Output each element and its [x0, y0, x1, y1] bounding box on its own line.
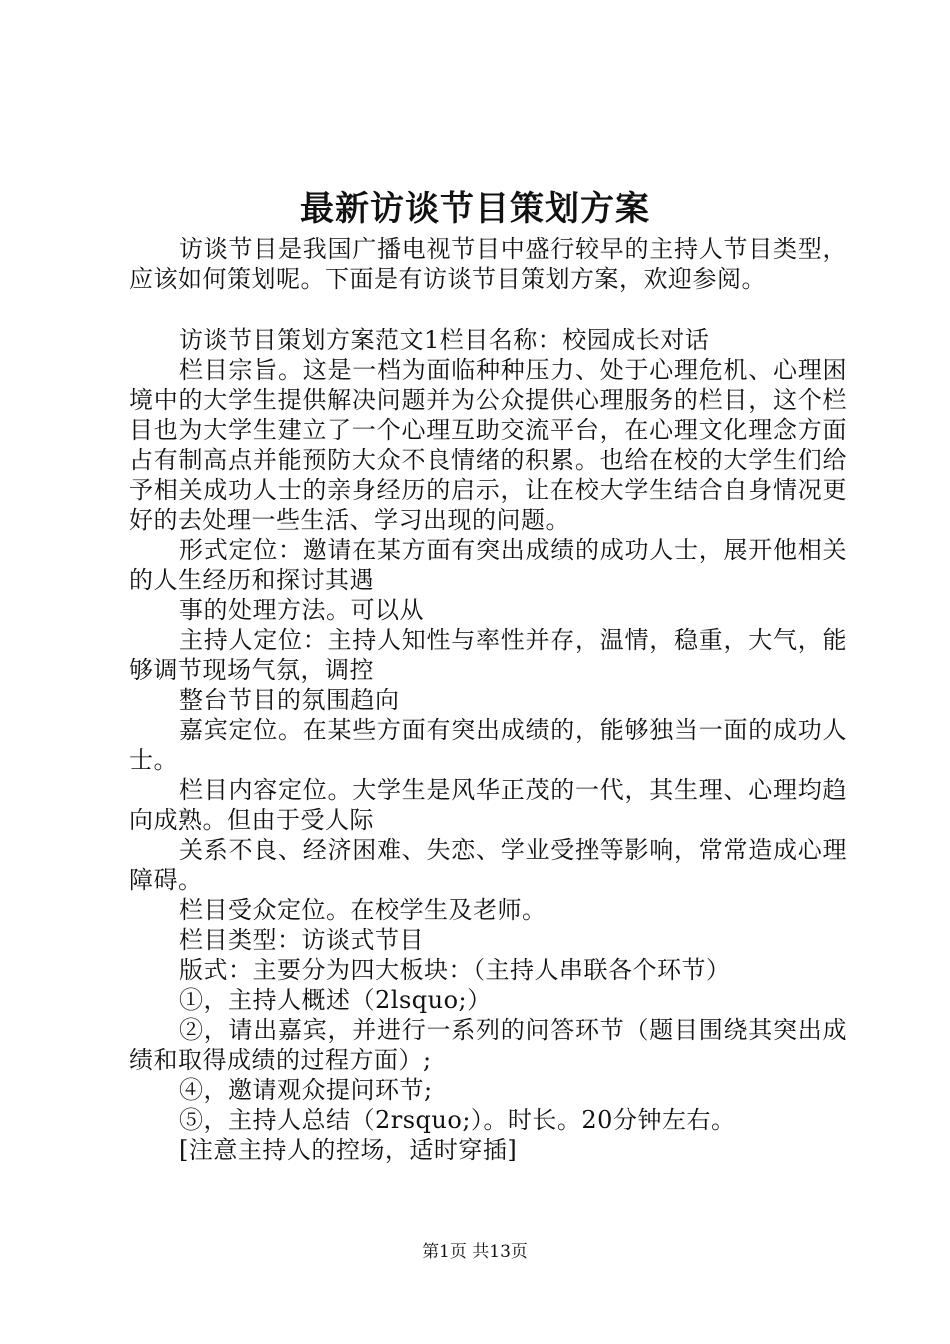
- paragraph-purpose: 栏目宗旨。这是一档为面临种种压力、处于心理危机、心理困境中的大学生提供解决问题并为公众提供心理服务的栏目，这个栏目也为大学生建立了一个心理互助交流平台，在心理文化理念方面占有制高点并能预防大众不良情绪的积累。也给在校的大学生们给予相关成功人士的亲身经历的启示，让在校大学生结合自身情况更好的去处理一些生活、学习出现的问题。: [129, 356, 847, 534]
- page-number-footer: 第1页 共13页: [422, 1242, 528, 1262]
- paragraph-item-1: ①，主持人概述（2lsquo;）: [179, 986, 492, 1014]
- paragraph-intro: 访谈节目是我国广播电视节目中盛行较早的主持人节目类型，应该如何策划呢。下面是有访谈节目策划方案，欢迎参阅。: [129, 235, 847, 293]
- paragraph-host-cont: 整台节目的氛围趋向: [179, 686, 400, 714]
- paragraph-guest: 嘉宾定位。在某些方面有突出成绩的，能够独当一面的成功人士。: [129, 716, 847, 774]
- paragraph-format-cont: 事的处理方法。可以从: [179, 596, 424, 624]
- document-title: 最新访谈节目策划方案: [300, 189, 650, 229]
- paragraph-item-2: ②，请出嘉宾，并进行一系列的问答环节（题目围绕其突出成绩和取得成绩的过程方面）;: [129, 1016, 847, 1074]
- paragraph-content: 栏目内容定位。大学生是风华正茂的一代，其生理、心理均趋向成熟。但由于受人际: [129, 776, 847, 834]
- paragraph-type: 栏目类型：访谈式节目: [179, 926, 424, 954]
- paragraph-host: 主持人定位：主持人知性与率性并存，温情，稳重，大气，能够调节现场气氛，调控: [129, 626, 847, 684]
- paragraph-note: [注意主持人的控场，适时穿插]: [179, 1136, 518, 1164]
- paragraph-format: 形式定位：邀请在某方面有突出成绩的成功人士，展开他相关的人生经历和探讨其遇: [129, 536, 847, 594]
- paragraph-audience: 栏目受众定位。在校学生及老师。: [179, 896, 547, 924]
- paragraph-gap: [129, 294, 847, 325]
- document-body: [129, 234, 847, 1165]
- paragraph-item-4: ④，邀请观众提问环节;: [179, 1076, 433, 1104]
- paragraph-item-5: ⑤，主持人总结（2rsquo;）。时长。20分钟左右。: [179, 1106, 736, 1134]
- paragraph-layout: 版式：主要分为四大板块：（主持人串联各个环节）: [179, 956, 731, 984]
- paragraph-heading: 访谈节目策划方案范文1栏目名称：校园成长对话: [179, 326, 710, 354]
- paragraph-content-cont: 关系不良、经济困难、失恋、学业受挫等影响，常常造成心理障碍。: [129, 836, 847, 894]
